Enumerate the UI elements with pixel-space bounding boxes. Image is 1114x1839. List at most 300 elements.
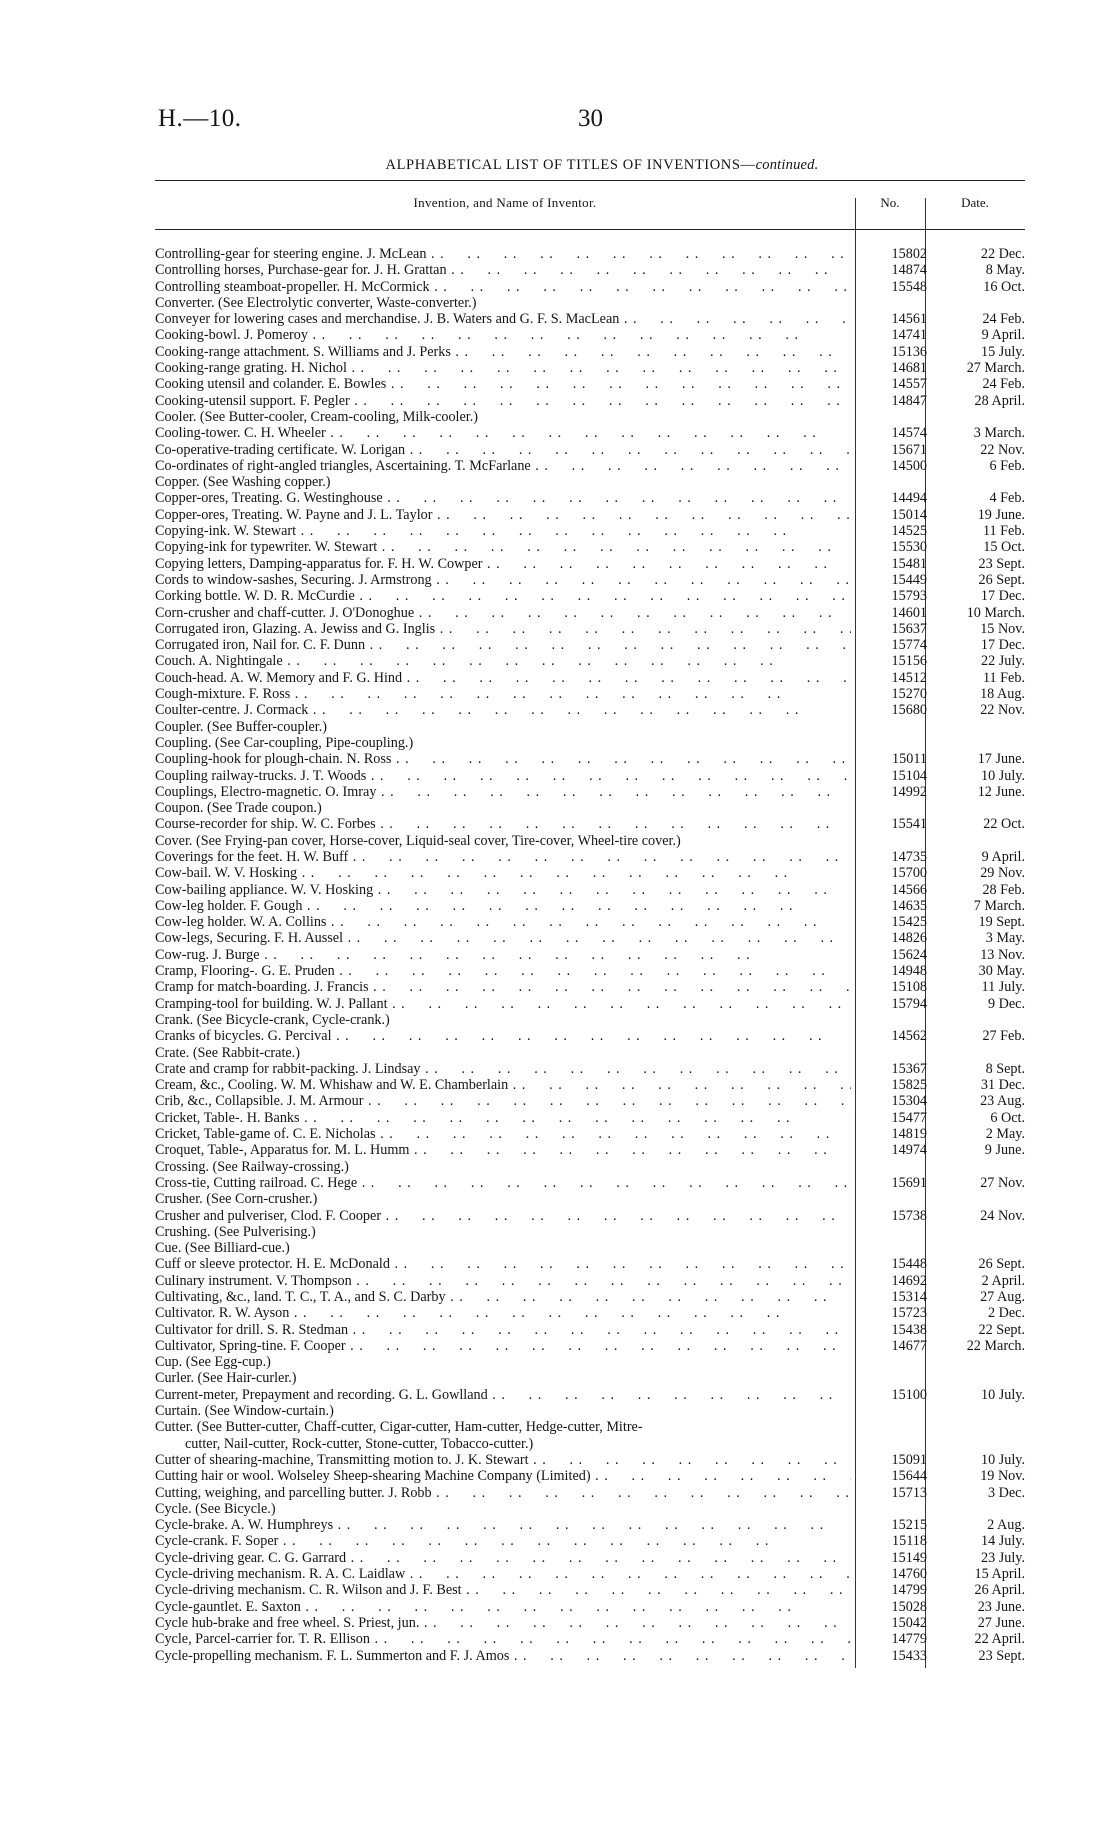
list-item [155,539,1025,555]
list-item [155,425,1025,441]
list-item [155,1599,1025,1615]
entry-number: 15118 [892,1533,927,1550]
entry-description: Cramp for match-boarding. J. Francis . . [155,979,851,995]
list-item [155,572,1025,588]
entry-description: Croquet, Table-, Apparatus for. M. L. Humm . . [155,1142,851,1158]
entry-date: 2 Dec. [987,1305,1025,1322]
entry-description: Coulter-centre. J. Cormack . . [155,702,851,718]
list-item [155,1631,1025,1647]
entry-date: 27 March. [966,360,1025,377]
list-item [155,702,1025,718]
list-item [155,474,1025,490]
entry-number: 15691 [891,1174,927,1191]
list-item [155,327,1025,343]
entry-number: 14574 [891,425,927,442]
entry-description: Cords to window-sashes, Securing. J. Armstrong . . [155,572,851,588]
entry-date: 22 Nov. [980,702,1025,719]
list-item [155,442,1025,458]
entry-description: Crusher and pulveriser, Clod. F. Cooper . . [155,1208,851,1224]
entry-date: 2 May. [985,1126,1025,1143]
entry-description: Copying-ink for typewriter. W. Stewart . . [155,539,851,555]
entry-description: Cup. (See Egg-cup.) [155,1354,271,1371]
list-item [155,246,1025,262]
entry-number: 14992 [891,783,927,800]
entry-number: 15541 [891,816,927,833]
entry-date: 23 June. [977,1598,1025,1615]
entry-description: Cutting hair or wool. Wolseley Sheep-shearing Machine Company (Limited) . . [155,1468,851,1484]
list-item [155,930,1025,946]
entry-number: 14692 [891,1272,927,1289]
list-item [155,490,1025,506]
entry-description: Corrugated iron, Nail for. C. F. Dunn . . [155,637,851,653]
list-item [155,1354,1025,1370]
list-item [155,653,1025,669]
list-item [155,1208,1025,1224]
list-item [155,458,1025,474]
list-item [155,1648,1025,1664]
entry-number: 15713 [891,1484,927,1501]
entry-number: 15156 [891,653,927,670]
entry-description: Course-recorder for ship. W. C. Forbes . . [155,816,851,832]
entry-number: 15794 [891,995,927,1012]
entry-description: Cycle, Parcel-carrier for. T. R. Ellison . . [155,1631,851,1647]
entry-description: Controlling horses, Purchase-gear for. J. H. Grattan . . [155,262,851,278]
entry-number: 14635 [891,897,927,914]
entry-date: 11 Feb. [982,523,1025,540]
entry-description: Cramping-tool for building. W. J. Pallant . . [155,996,851,1012]
entry-description: Cultivator. R. W. Ayson . . [155,1305,851,1321]
entry-description: Cross-tie, Cutting railroad. C. Hege . . [155,1175,851,1191]
entry-description: Copper-ores, Treating. W. Payne and J. L. Taylor . . [155,507,851,523]
list-item [155,1159,1025,1175]
entry-description: Cooking-bowl. J. Pomeroy . . [155,327,851,343]
entry-number: 15723 [891,1305,927,1322]
entry-number: 15481 [891,555,927,572]
page-section-code: H.—10. [158,105,242,132]
entry-date: 9 June. [984,1142,1025,1159]
list-item [155,686,1025,702]
column-header-invention: Invention, and Name of Inventor. [413,195,597,210]
entry-date: 28 Feb. [982,881,1025,898]
entry-number: 15438 [891,1321,927,1338]
entry-number: 14735 [891,848,927,865]
list-item [155,1338,1025,1354]
list-item [155,1517,1025,1533]
list-item [155,393,1025,409]
entry-number: 15367 [891,1060,927,1077]
list-item [155,1191,1025,1207]
entry-number: 15108 [891,979,927,996]
entry-date: 22 July. [980,653,1025,670]
list-item [155,1256,1025,1272]
entry-description: Coupling-hook for plough-chain. N. Ross . . [155,751,851,767]
list-item [155,914,1025,930]
entry-number: 15149 [891,1549,927,1566]
list-item [155,360,1025,376]
list-item [155,376,1025,392]
list-item [155,1077,1025,1093]
entry-date: 10 July. [980,1386,1025,1403]
entry-number: 15314 [891,1289,927,1305]
list-item [155,1142,1025,1158]
entry-date: 27 Aug. [980,1289,1025,1305]
entry-date: 9 April. [981,327,1025,344]
entry-description: Coupon. (See Trade coupon.) [155,800,322,817]
list-item [155,409,1025,425]
entry-date: 11 July. [981,979,1025,996]
list-item [155,1403,1025,1419]
page-number: 30 [578,105,603,132]
entry-description: Coupling railway-trucks. J. T. Woods . . [155,768,851,784]
entry-number: 15215 [891,1517,927,1534]
entry-number: 15433 [891,1647,927,1664]
entry-date: 27 Nov. [980,1174,1025,1191]
list-item [155,849,1025,865]
entry-date: 30 May. [978,963,1025,980]
entry-date: 15 Oct. [983,539,1025,556]
list-item [155,1566,1025,1582]
entry-description: Cycle-driving mechanism. C. R. Wilson and J. F. Best . . [155,1582,851,1598]
entry-number: 15425 [891,914,927,931]
entry-description: Controlling steamboat-propeller. H. McCormick . . [155,279,851,295]
entry-date: 6 Oct. [990,1109,1025,1126]
entry-number: 14677 [891,1337,927,1354]
entry-date: 26 Sept. [978,1256,1025,1273]
entry-date: 17 Dec. [980,588,1025,605]
entry-date: 23 Sept. [978,555,1025,572]
entry-date: 31 Dec. [980,1077,1025,1094]
list-item [155,963,1025,979]
entry-date: 7 March. [973,897,1025,914]
entry-description: Copying-ink. W. Stewart . . [155,523,851,539]
entry-number: 15449 [891,571,927,588]
entry-number: 15014 [891,506,927,523]
list-item [155,1126,1025,1142]
list-item [155,295,1025,311]
entry-description: Controlling-gear for steering engine. J. McLean . . [155,246,851,262]
list-item [155,768,1025,784]
entry-description: Copper. (See Washing copper.) [155,474,331,491]
entry-date: 8 Sept. [985,1060,1025,1077]
list-item [155,1305,1025,1321]
list-item [155,1452,1025,1468]
list-item [155,507,1025,523]
entry-description: Copying letters, Damping-apparatus for. F. H. W. Cowper . . [155,556,851,572]
list-item [155,279,1025,295]
entry-number: 15624 [891,946,927,963]
entry-number: 14525 [891,523,927,540]
list-item [155,1273,1025,1289]
entry-number: 14557 [891,376,927,393]
entry-number: 15136 [891,343,927,360]
entry-number: 14760 [891,1566,927,1583]
entry-number: 15700 [891,865,927,882]
entry-description: Cooling-tower. C. H. Wheeler . . [155,425,851,441]
entries-list [155,246,1025,1664]
entry-number: 15530 [891,539,927,556]
entry-number: 15793 [891,588,927,605]
entry-date: 24 Feb. [982,376,1025,393]
entry-number: 15548 [891,278,927,295]
entry-description: Coupling. (See Car-coupling, Pipe-coupling.) [155,734,414,751]
list-item [155,1322,1025,1338]
entry-date: 19 June. [977,506,1025,523]
entry-number: 15448 [891,1256,927,1273]
entry-description: Cooking utensil and colander. E. Bowles . . [155,376,851,392]
entry-description: Culinary instrument. V. Thompson . . [155,1273,851,1289]
entry-description: Couch. A. Nightingale . . [155,653,851,669]
entry-description: Cultivator, Spring-tine. F. Cooper . . [155,1338,851,1354]
entry-description: Conveyer for lowering cases and merchandise. J. B. Waters and G. F. S. MacLean . . [155,311,851,327]
list-item [155,670,1025,686]
entry-number: 14874 [891,262,927,279]
entry-number: 15028 [891,1598,927,1615]
list-item [155,1485,1025,1501]
entry-description: Coupler. (See Buffer-coupler.) [155,718,328,735]
entry-number: 14779 [891,1631,927,1648]
entry-number: 15011 [892,751,927,768]
entry-description: Coverings for the feet. H. W. Buff . . [155,849,851,865]
entry-description: Crusher. (See Corn-crusher.) [155,1191,318,1208]
entry-description: Cultivator for drill. S. R. Stedman . . [155,1322,851,1338]
entry-date: 3 May. [985,930,1025,947]
entry-description: Cycle-crank. F. Soper . . [155,1533,851,1549]
entry-description: Cow-rug. J. Burge . . [155,947,851,963]
entry-number: 14948 [891,963,927,980]
entry-number: 14561 [891,311,927,328]
entry-description: Corking bottle. W. D. R. McCurdie . . [155,588,851,604]
entry-description: Cramp, Flooring-. G. E. Pruden . . [155,963,851,979]
entry-number: 14512 [891,669,927,686]
entry-date: 2 April. [981,1272,1025,1289]
list-item [155,996,1025,1012]
list-item [155,1468,1025,1484]
list-item [155,833,1025,849]
entry-description: Cuff or sleeve protector. H. E. McDonald . . [155,1256,851,1272]
list-item [155,1028,1025,1044]
list-item [155,751,1025,767]
column-header-number: No. [880,195,900,210]
entry-date: 19 Nov. [980,1468,1025,1485]
list-item [155,1093,1025,1109]
list-item [155,882,1025,898]
entry-description: Current-meter, Prepayment and recording. G. L. Gowlland . . [155,1387,851,1403]
entry-number: 14799 [891,1582,927,1599]
entry-description: Co-ordinates of right-angled triangles, Ascertaining. T. McFarlane . . [155,458,851,474]
entry-description: Cycle-propelling mechanism. F. L. Summerton and F. J. Amos . . [155,1648,851,1664]
entry-number: 15825 [891,1077,927,1094]
entry-description: Curtain. (See Window-curtain.) [155,1403,334,1420]
entry-date: 13 Nov. [980,946,1025,963]
entry-number: 15104 [891,767,927,784]
entry-date: 22 Sept. [978,1321,1025,1338]
entry-description: Cream, &c., Cooling. W. M. Whishaw and W. E. Chamberlain . . [155,1077,851,1093]
entry-date: 17 June. [977,751,1025,768]
list-item [155,1419,1025,1435]
entry-number: 14741 [891,327,927,344]
entry-date: 22 April. [974,1631,1025,1648]
entry-description: Cycle-driving gear. C. G. Garrard . . [155,1550,851,1566]
entry-date: 27 June. [977,1614,1025,1631]
list-item [155,719,1025,735]
list-item [155,588,1025,604]
entry-date: 2 Aug. [987,1517,1025,1534]
entry-date: 24 Feb. [982,311,1025,328]
entry-date: 3 Dec. [987,1484,1025,1501]
list-item [155,1045,1025,1061]
entry-date: 26 April. [974,1582,1025,1599]
list-item [155,1289,1025,1305]
list-item [155,1582,1025,1598]
list-item [155,556,1025,572]
entry-date: 9 Dec. [987,995,1025,1012]
entry-date: 3 March. [973,425,1025,442]
entry-description: Cover. (See Frying-pan cover, Horse-cover, Liquid-seal cover, Tire-cover, Wheel-tire cover.) [155,832,681,849]
list-item [155,1061,1025,1077]
list-item [155,262,1025,278]
table-header [155,180,1025,230]
list-item [155,1110,1025,1126]
entry-number: 15042 [891,1614,927,1631]
entry-description: Cough-mixture. F. Ross . . [155,686,851,702]
entry-number: 15477 [891,1109,927,1126]
entry-date: 23 Aug. [980,1093,1025,1110]
list-title [0,157,1114,174]
list-item [155,1501,1025,1517]
entry-date: 15 July. [980,343,1025,360]
entry-description: Couch-head. A. W. Memory and F. G. Hind . . [155,670,851,686]
entry-description: Cow-bailing appliance. W. V. Hosking . . [155,882,851,898]
entry-description: Cutter. (See Butter-cutter, Chaff-cutter, Cigar-cutter, Ham-cutter, Hedge-cutter, Mitre- [155,1419,643,1436]
entry-date: 22 Nov. [980,441,1025,458]
entry-description: Cow-bail. W. V. Hosking . . [155,865,851,881]
list-item [155,784,1025,800]
entry-description: Cooler. (See Butter-cooler, Cream-cooling, Milk-cooler.) [155,408,478,425]
entry-date: 28 April. [974,392,1025,409]
entry-date: 15 Nov. [980,620,1025,637]
entry-date: 22 Dec. [980,246,1025,262]
entry-number: 14500 [891,457,927,474]
entry-description: Cooking-range attachment. S. Williams and J. Perks . . [155,344,851,360]
entry-description: Cycle hub-brake and free wheel. S. Priest, jun. . . [155,1615,851,1631]
list-item [155,1615,1025,1631]
entry-description: Crossing. (See Railway-crossing.) [155,1158,349,1175]
entry-number: 14847 [891,392,927,409]
entry-description: Couplings, Electro-magnetic. O. Imray . . [155,784,851,800]
entry-number: 14601 [891,604,927,621]
entry-description: Cow-leg holder. F. Gough . . [155,898,851,914]
entry-date: 19 Sept. [978,914,1025,931]
list-item [155,735,1025,751]
entry-date: 10 July. [980,767,1025,784]
entry-date: 18 Aug. [980,686,1025,703]
list-title-main: ALPHABETICAL LIST OF TITLES OF INVENTIONS— [385,157,756,173]
list-item [155,621,1025,637]
entry-date: 22 March. [966,1337,1025,1354]
entry-date: 23 July. [980,1549,1025,1566]
entry-date: 17 Dec. [980,637,1025,654]
list-item [155,344,1025,360]
list-item [155,1175,1025,1191]
entry-number: 15644 [891,1468,927,1485]
list-item [155,1370,1025,1386]
entry-date: 9 April. [981,848,1025,865]
entry-date: 6 Feb. [989,457,1025,474]
entry-date: 11 Feb. [982,669,1025,686]
list-item [155,605,1025,621]
list-item [155,816,1025,832]
entry-number: 15100 [891,1386,927,1403]
entry-description: Crate. (See Rabbit-crate.) [155,1044,300,1061]
list-item [155,865,1025,881]
entry-description: Cue. (See Billiard-cue.) [155,1240,290,1257]
entry-description: Crib, &c., Collapsible. J. M. Armour . . [155,1093,851,1109]
entry-description: Curler. (See Hair-curler.) [155,1370,297,1387]
entry-description: Cow-legs, Securing. F. H. Aussel . . [155,930,851,946]
list-item [155,947,1025,963]
list-item [155,523,1025,539]
column-header-date: Date. [961,195,989,210]
entry-number: 14826 [891,930,927,947]
entry-number: 15738 [891,1207,927,1224]
list-item [155,311,1025,327]
entry-description: Cricket, Table-game of. C. E. Nicholas . . [155,1126,851,1142]
list-item [155,1224,1025,1240]
list-item [155,1387,1025,1403]
entry-date: 24 Nov. [980,1207,1025,1224]
entry-description: Cooking-utensil support. F. Pegler . . [155,393,851,409]
entry-description: Cow-leg holder. W. A. Collins . . [155,914,851,930]
entry-date: 29 Nov. [980,865,1025,882]
entry-description: Cranks of bicycles. G. Percival . . [155,1028,851,1044]
entry-description: Crushing. (See Pulverising.) [155,1223,316,1240]
list-item [155,637,1025,653]
entry-date: 4 Feb. [989,490,1025,507]
entry-number: 15802 [891,246,927,262]
entry-description: Cycle. (See Bicycle.) [155,1500,276,1517]
entry-date: 10 July. [980,1451,1025,1468]
entry-description: Cutting, weighing, and parcelling butter. J. Robb . . [155,1485,851,1501]
list-item [155,898,1025,914]
entry-number: 14562 [891,1028,927,1045]
entry-description: Cycle-brake. A. W. Humphreys . . [155,1517,851,1533]
list-item [155,1436,1025,1452]
entry-number: 14681 [891,360,927,377]
entry-description: Crate and cramp for rabbit-packing. J. Lindsay . . [155,1061,851,1077]
entry-description: Cycle-driving mechanism. R. A. C. Laidlaw . . [155,1566,851,1582]
entry-description: Copper-ores, Treating. G. Westinghouse . . [155,490,851,506]
entry-number: 15680 [891,702,927,719]
entry-date: 14 July. [980,1533,1025,1550]
entry-number: 14494 [891,490,927,507]
entry-date: 10 March. [966,604,1025,621]
entry-number: 15091 [891,1451,927,1468]
list-item [155,1533,1025,1549]
list-item [155,1240,1025,1256]
entry-description: Converter. (See Electrolytic converter, Waste-converter.) [155,294,477,311]
entry-date: 27 Feb. [982,1028,1025,1045]
entry-description: Cutter of shearing-machine, Transmitting motion to. J. K. Stewart . . [155,1452,851,1468]
entry-date: 16 Oct. [983,278,1025,295]
entry-number: 14566 [891,881,927,898]
entry-description: Cricket, Table-. H. Banks . . [155,1110,851,1126]
entry-number: 14974 [891,1142,927,1159]
list-item [155,1550,1025,1566]
entry-description: Corn-crusher and chaff-cutter. J. O'Donoghue . . [155,605,851,621]
entry-description: Corrugated iron, Glazing. A. Jewiss and G. Inglis . . [155,621,851,637]
list-item [155,1012,1025,1028]
entry-number: 15304 [891,1093,927,1110]
